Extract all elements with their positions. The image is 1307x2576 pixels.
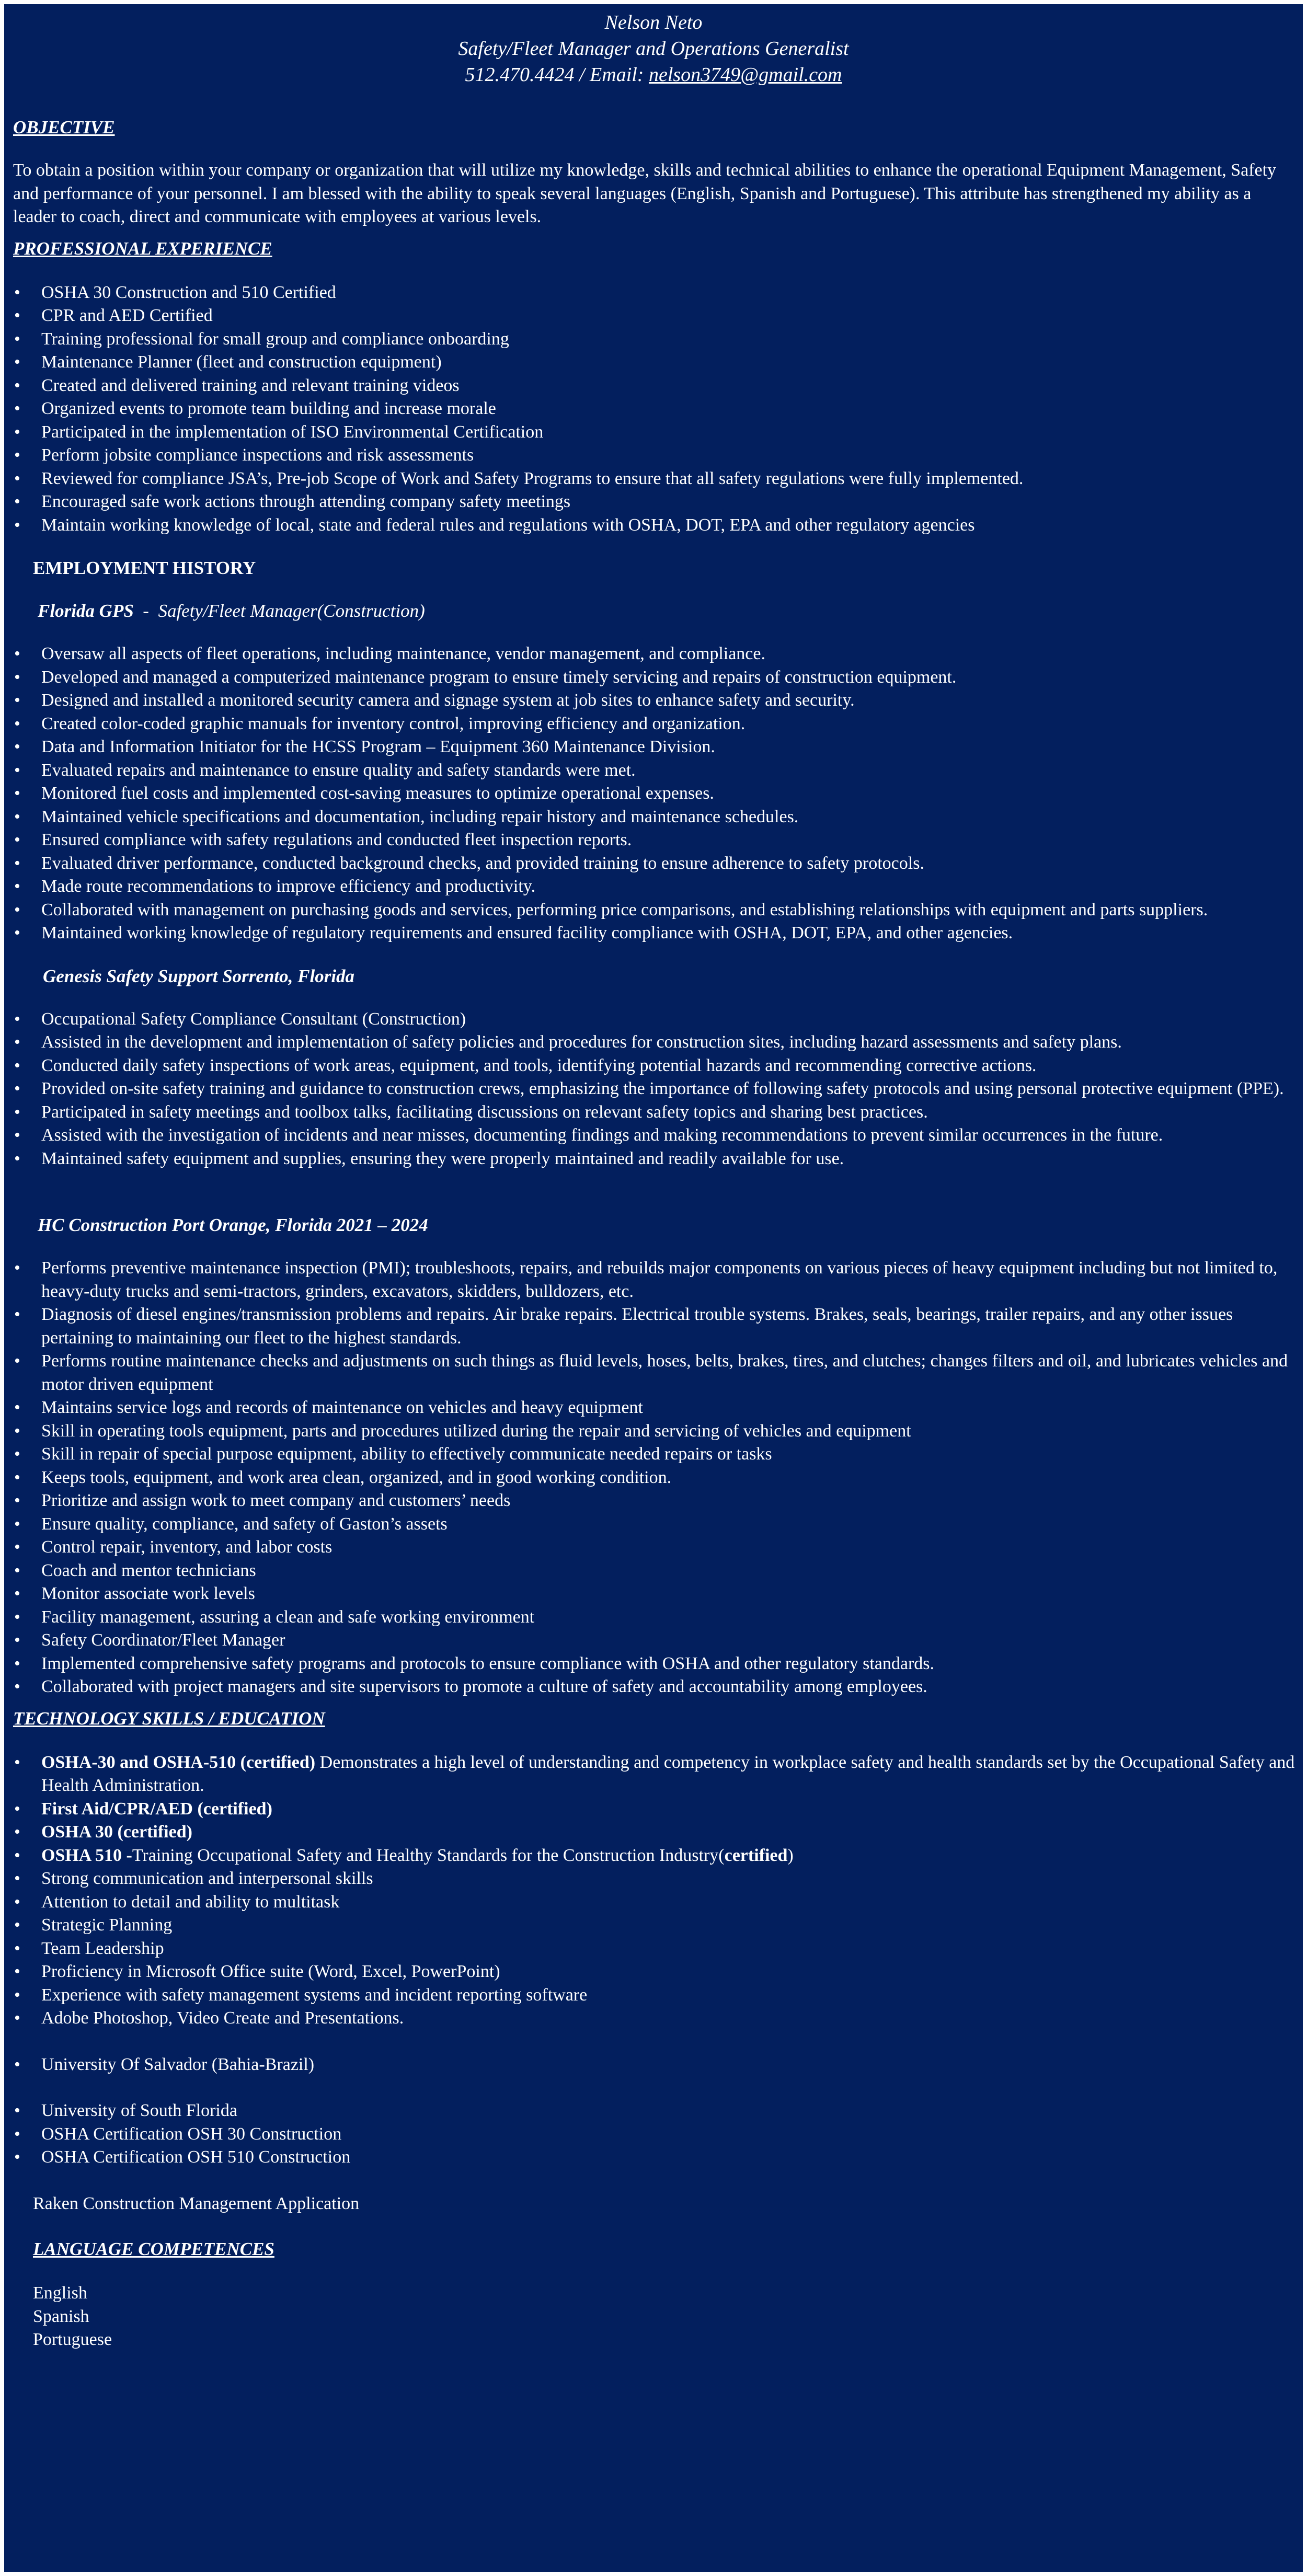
cert-name: First Aid/CPR/AED (certified) xyxy=(41,1799,272,1819)
list-item: • Performs routine maintenance checks and adjustments on such things as fluid levels, hoses, belts, brakes, tires, and clutches; changes filters and oil, and lubricates vehicles and motor driven equipment xyxy=(41,1350,1303,1396)
contact-phone: 512.470.4424 / Email: xyxy=(465,64,649,86)
job-title-florida-gps xyxy=(38,600,1303,623)
list-item: • Skill in repair of special purpose equipment, ability to effectively communicate needed repairs or tasks xyxy=(41,1443,1303,1466)
list-item: • Safety Coordinator/Fleet Manager xyxy=(41,1629,1303,1652)
list-item: • Maintenance Planner (fleet and construction equipment) xyxy=(41,351,1303,374)
skills-heading: TECHNOLOGY SKILLS / EDUCATION xyxy=(13,1708,325,1729)
candidate-title: Safety/Fleet Manager and Operations Generalist xyxy=(458,38,849,60)
list-item: • CPR and AED Certified xyxy=(41,304,1303,328)
list-item: • Collaborated with management on purchasing goods and services, performing price comparisons, and establishing relationships with equipment and parts suppliers. xyxy=(41,899,1303,922)
list-item: • Designed and installed a monitored security camera and signage system at job sites to enhance safety and security. xyxy=(41,689,1303,712)
list-item: • Ensured compliance with safety regulations and conducted fleet inspection reports. xyxy=(41,829,1303,852)
list-item: • Implemented comprehensive safety programs and protocols to ensure compliance with OSHA and other regulatory standards. xyxy=(41,1652,1303,1676)
cert-name: OSHA 510 - xyxy=(41,1845,132,1865)
list-item: • Occupational Safety Compliance Consultant (Construction) xyxy=(41,1008,1303,1031)
employment-history-heading: EMPLOYMENT HISTORY xyxy=(33,558,256,578)
resume-page xyxy=(4,4,1303,2572)
list-item: • Perform jobsite compliance inspections and risk assessments xyxy=(41,444,1303,467)
contact-line xyxy=(4,62,1303,88)
job-company: HC Construction Port Orange, Florida 2021 – 2024 xyxy=(38,1215,428,1235)
list-item: • Control repair, inventory, and labor costs xyxy=(41,1536,1303,1559)
list-item: • Maintains service logs and records of maintenance on vehicles and heavy equipment xyxy=(41,1396,1303,1420)
job-duties-florida-gps xyxy=(4,642,1303,945)
education-list-1 xyxy=(4,2053,1303,2077)
list-item xyxy=(41,1844,1303,1868)
list-item: • OSHA Certification OSH 510 Construction xyxy=(41,2146,1303,2169)
list-item: • Made route recommendations to improve efficiency and productivity. xyxy=(41,875,1303,899)
list-item: • Developed and managed a computerized maintenance program to ensure timely servicing and repairs of construction equipment. xyxy=(41,666,1303,689)
list-item: • Participated in the implementation of ISO Environmental Certification xyxy=(41,421,1303,444)
skills-list xyxy=(4,1751,1303,1868)
language-item: Portuguese xyxy=(33,2330,112,2349)
education-list-2 xyxy=(4,2099,1303,2169)
objective-heading: OBJECTIVE xyxy=(13,117,115,137)
language-list xyxy=(4,2282,1303,2352)
list-item: • Diagnosis of diesel engines/transmission problems and repairs. Air brake repairs. Electrical trouble systems. Brakes, seals, bearings, trailer repairs, and any other issues pertaining to maintaining our fleet to the highest standards. xyxy=(41,1303,1303,1350)
cert-close: ) xyxy=(787,1845,794,1865)
job-separator: - xyxy=(133,601,158,621)
list-item: • Created color-coded graphic manuals for inventory control, improving efficiency and organization. xyxy=(41,712,1303,736)
skills-list-more xyxy=(4,1867,1303,2030)
job-duties-genesis xyxy=(4,1008,1303,1171)
job-duties-hc-construction xyxy=(4,1257,1303,1699)
list-item: • Maintain working knowledge of local, state and federal rules and regulations with OSHA, DOT, EPA and other regulatory agencies xyxy=(41,514,1303,537)
list-item: • Conducted daily safety inspections of work areas, equipment, and tools, identifying potential hazards and recommending corrective actions. xyxy=(41,1054,1303,1078)
list-item: • OSHA 30 Construction and 510 Certified xyxy=(41,281,1303,305)
list-item: • Monitored fuel costs and implemented cost-saving measures to optimize operational expenses. xyxy=(41,782,1303,806)
list-item: • Evaluated driver performance, conducted background checks, and provided training to ensure adherence to safety protocols. xyxy=(41,852,1303,876)
language-heading: LANGUAGE COMPETENCES xyxy=(33,2239,274,2259)
list-item: • Prioritize and assign work to meet company and customers’ needs xyxy=(41,1489,1303,1513)
list-item: • University of South Florida xyxy=(41,2099,1303,2123)
cert-name: OSHA 30 (certified) xyxy=(41,1822,192,1842)
list-item xyxy=(41,1798,1303,1821)
list-item xyxy=(41,1821,1303,1844)
list-item: • Attention to detail and ability to multitask xyxy=(41,1891,1303,1914)
list-item: • University Of Salvador (Bahia-Brazil) xyxy=(41,2053,1303,2077)
job-title-hc-construction xyxy=(38,1214,1303,1237)
experience-list xyxy=(4,281,1303,537)
list-item: • Assisted in the development and implementation of safety policies and procedures for construction sites, including hazard assessments and safety plans. xyxy=(41,1031,1303,1054)
resume-header xyxy=(4,4,1303,88)
list-item: • Strong communication and interpersonal skills xyxy=(41,1867,1303,1891)
list-item: • Keeps tools, equipment, and work area clean, organized, and in good working condition. xyxy=(41,1466,1303,1490)
list-item: • Training professional for small group and compliance onboarding xyxy=(41,328,1303,351)
list-item: • Reviewed for compliance JSA’s, Pre-job Scope of Work and Safety Programs to ensure that all safety regulations were fully implemented. xyxy=(41,467,1303,491)
list-item: • Organized events to promote team building and increase morale xyxy=(41,397,1303,421)
job-role: Safety/Fleet Manager(Construction) xyxy=(158,601,425,621)
objective-text: To obtain a position within your company or organization that will utilize my knowledge, skills and technical abilities to enhance the operational Equipment Management, Safety and performance of your personnel. I am blessed with the ability to speak several languages (English, Spanish and Portuguese). This attribute has strengthened my ability as a leader to coach, direct and communicate with employees at various levels. xyxy=(13,160,1277,226)
list-item: • Assisted with the investigation of incidents and near misses, documenting findings and making recommendations to prevent similar occurrences in the future. xyxy=(41,1124,1303,1147)
list-item: • Monitor associate work levels xyxy=(41,1582,1303,1606)
list-item: • Evaluated repairs and maintenance to ensure quality and safety standards were met. xyxy=(41,759,1303,783)
list-item: • Created and delivered training and relevant training videos xyxy=(41,374,1303,398)
list-item: • Data and Information Initiator for the HCSS Program – Equipment 360 Maintenance Division. xyxy=(41,735,1303,759)
list-item: • Performs preventive maintenance inspection (PMI); troubleshoots, repairs, and rebuilds major components on various pieces of heavy equipment including but not limited to, heavy-duty trucks and semi-tractors, grinders, excavators, skidders, bulldozers, etc. xyxy=(41,1257,1303,1303)
cert-name: OSHA-30 and OSHA-510 (certified) xyxy=(41,1752,316,1772)
list-item: • Adobe Photoshop, Video Create and Presentations. xyxy=(41,2007,1303,2030)
list-item: • Collaborated with project managers and site supervisors to promote a culture of safety and accountability among employees. xyxy=(41,1675,1303,1699)
list-item xyxy=(41,1751,1303,1798)
job-company: Florida GPS xyxy=(38,601,134,621)
list-item: • Experience with safety management systems and incident reporting software xyxy=(41,1984,1303,2007)
list-item: • Maintained working knowledge of regulatory requirements and ensured facility compliance with OSHA, DOT, EPA, and other agencies. xyxy=(41,922,1303,945)
list-item: • Maintained safety equipment and supplies, ensuring they were properly maintained and readily available for use. xyxy=(41,1147,1303,1171)
language-item: Spanish xyxy=(33,2306,89,2326)
list-item: • Oversaw all aspects of fleet operations, including maintenance, vendor management, and compliance. xyxy=(41,642,1303,666)
list-item: • Encouraged safe work actions through attending company safety meetings xyxy=(41,490,1303,514)
app-line: Raken Construction Management Application xyxy=(33,2193,360,2213)
list-item: • Provided on-site safety training and guidance to construction crews, emphasizing the importance of following safety protocols and using personal protective equipment (PPE). xyxy=(41,1077,1303,1101)
list-item: • Skill in operating tools equipment, parts and procedures utilized during the repair and servicing of vehicles and equipment xyxy=(41,1420,1303,1443)
list-item: • Coach and mentor technicians xyxy=(41,1559,1303,1583)
language-item: English xyxy=(33,2283,87,2303)
job-company: Genesis Safety Support Sorrento, Florida xyxy=(43,965,355,986)
candidate-name: Nelson Neto xyxy=(604,12,703,33)
cert-desc: Training Occupational Safety and Healthy Standards for the Construction Industry( xyxy=(132,1845,725,1865)
list-item: • Participated in safety meetings and toolbox talks, facilitating discussions on relevant safety topics and sharing best practices. xyxy=(41,1101,1303,1124)
list-item: • OSHA Certification OSH 30 Construction xyxy=(41,2123,1303,2146)
list-item: • Maintained vehicle specifications and documentation, including repair history and maintenance schedules. xyxy=(41,806,1303,829)
cert-status: certified xyxy=(724,1845,788,1865)
email-link[interactable]: nelson3749@gmail.com xyxy=(648,64,842,86)
list-item: • Ensure quality, compliance, and safety of Gaston’s assets xyxy=(41,1513,1303,1536)
list-item: • Proficiency in Microsoft Office suite (Word, Excel, PowerPoint) xyxy=(41,1960,1303,1984)
list-item: • Facility management, assuring a clean and safe working environment xyxy=(41,1606,1303,1629)
list-item: • Strategic Planning xyxy=(41,1914,1303,1937)
list-item: • Team Leadership xyxy=(41,1937,1303,1961)
cert-desc: Demonstrates a high level of understanding and competency in workplace safety and health standards set by the Occupational Safety and Health Administration. xyxy=(41,1752,1295,1795)
job-title-genesis xyxy=(43,965,1303,988)
experience-heading: PROFESSIONAL EXPERIENCE xyxy=(13,238,272,259)
